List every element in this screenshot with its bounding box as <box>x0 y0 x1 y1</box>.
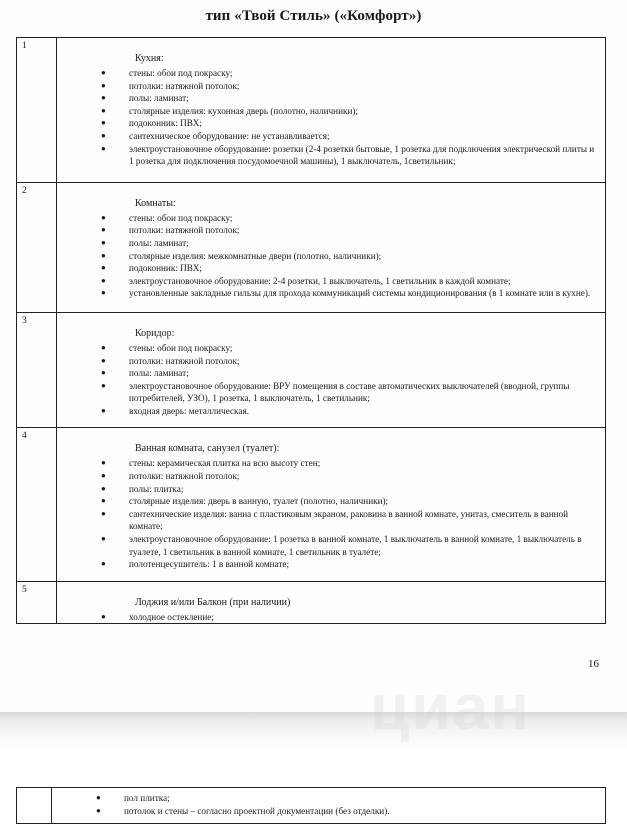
list-item-text: сантехнические изделия: ванна с пластиковым экраном, раковина в ванной комнате, унитаз, смеситель в ванной комнате; <box>129 508 569 532</box>
list-item <box>52 792 599 805</box>
bullet-icon: ● <box>101 68 106 77</box>
list-item-text: установленные закладные гильзы для прохода коммуникаций системы кондиционирования (в 1 комнате или в кухне). <box>129 288 591 299</box>
bullet-icon: ● <box>101 534 106 544</box>
bullet-icon: ● <box>101 342 106 352</box>
bullet-icon: ● <box>101 508 106 518</box>
list-item <box>57 143 599 168</box>
list-item <box>57 457 599 470</box>
list-item <box>57 250 599 263</box>
list-item-text: подоконник: ПВХ; <box>129 263 202 274</box>
section-row <box>17 38 606 183</box>
list-item <box>57 80 599 93</box>
list-item <box>57 287 599 300</box>
list-item <box>57 342 599 355</box>
section-number: 1 <box>17 38 57 183</box>
section-heading: Кухня: <box>135 53 164 64</box>
list-item-text: электроустановочное оборудование: розетки (2-4 розетки бытовые, 1 розетка для подключения электрической плиты и 1 розетка для подключения посудомоечной машины), 1 выключатель, 1светильник; <box>129 143 595 167</box>
continuation-row <box>17 788 606 824</box>
section-number: 4 <box>17 428 57 581</box>
bullet-icon: ● <box>101 496 106 506</box>
list-item <box>57 611 599 624</box>
list-item-text: потолки: натяжной потолок; <box>129 225 240 236</box>
list-item-text: стены: керамическая плитка на всю высоту стен; <box>129 458 321 469</box>
list-item-text: полы: ламинат; <box>129 93 189 104</box>
list-item-text: сантехническое оборудование: не устанавливается; <box>129 130 330 141</box>
page-number: 16 <box>588 658 599 670</box>
list-item-text: стены: обои под покраску; <box>129 68 233 78</box>
list-item <box>57 495 599 508</box>
list-item <box>57 237 599 250</box>
list-item-text: стены: обои под покраску; <box>129 342 233 353</box>
list-item-text: потолки: натяжной потолок; <box>129 355 240 366</box>
section-row <box>17 312 606 428</box>
section-heading: Лоджия и/или Балкон (при наличии) <box>135 596 291 608</box>
list-item <box>57 470 599 483</box>
bullet-icon: ● <box>101 368 106 378</box>
list-item <box>57 224 599 237</box>
list-item-text: столярные изделия: дверь в ванную, туалет (полотно, наличники); <box>129 496 389 507</box>
list-item-text: полы: ламинат; <box>129 368 189 379</box>
list-item-text: столярные изделия: межкомнатные двери (полотно, наличники); <box>129 250 382 261</box>
list-item <box>57 558 599 571</box>
list-item <box>57 508 599 533</box>
bullet-icon: ● <box>101 483 106 493</box>
list-item-text: полы: плитка; <box>129 483 184 494</box>
section-content <box>57 312 606 428</box>
list-item <box>57 275 599 288</box>
section-number: 3 <box>17 312 57 428</box>
section-content <box>57 581 606 624</box>
item-list <box>57 611 605 624</box>
section-number: 2 <box>17 182 57 312</box>
list-item-text: полотенцесушитель: 1 в ванной комнате; <box>129 559 290 570</box>
bullet-icon: ● <box>101 118 106 128</box>
list-item <box>57 130 599 143</box>
list-item-text: полы: ламинат; <box>129 237 189 248</box>
list-item <box>57 533 599 558</box>
list-item-text: подоконник: ПВХ; <box>129 118 202 129</box>
bullet-icon: ● <box>101 380 106 390</box>
page-gap <box>0 712 627 784</box>
bullet-icon: ● <box>101 405 106 415</box>
list-item-text: электроустановочное оборудование: 2-4 розетки, 1 выключатель, 1 светильник в каждой комнате; <box>129 275 511 286</box>
section-heading: Коридор: <box>135 327 175 339</box>
list-item-text: потолки: натяжной потолок; <box>129 80 240 91</box>
list-item <box>57 380 599 405</box>
list-item-text: электроустановочное оборудование: ВРУ помещения в составе автоматических выключателей (вводной, группы потребителей, УЗО), 1 розетка, 1 выключатель, 1 светильник; <box>129 380 570 404</box>
row-content-cell <box>52 788 606 824</box>
list-item-text: столярные изделия: кухонная дверь (полотно, наличники); <box>129 105 358 116</box>
bullet-icon: ● <box>96 793 101 802</box>
bullet-icon: ● <box>101 225 106 235</box>
bullet-icon: ● <box>101 263 106 273</box>
list-item <box>57 355 599 368</box>
bullet-icon: ● <box>101 355 106 365</box>
item-list <box>57 212 605 300</box>
bullet-icon: ● <box>101 458 106 468</box>
list-item-text: холодное остекление; <box>129 611 214 622</box>
row-number-cell <box>17 788 52 824</box>
item-list <box>57 67 605 168</box>
bullet-icon: ● <box>101 559 106 569</box>
list-item-text: входная дверь: металлическая. <box>129 405 249 416</box>
spec-table <box>16 37 606 624</box>
bullet-icon: ● <box>101 237 106 247</box>
bullet-icon: ● <box>101 611 106 621</box>
bullet-icon: ● <box>101 275 106 285</box>
section-row <box>17 428 606 581</box>
bullet-icon: ● <box>96 805 101 815</box>
list-item-text: пол плитка; <box>124 793 170 803</box>
section-content <box>57 182 606 312</box>
bullet-icon: ● <box>101 80 106 90</box>
list-item-text: потолок и стены – согласно проектной документации (без отделки). <box>124 805 390 816</box>
list-item <box>57 483 599 496</box>
section-content <box>57 428 606 581</box>
item-list <box>52 792 605 817</box>
list-item-text: потолки: натяжной потолок; <box>129 471 240 482</box>
watermark-logo: циан <box>370 671 531 743</box>
item-list <box>57 342 605 418</box>
list-item <box>57 405 599 418</box>
bullet-icon: ● <box>101 143 106 153</box>
list-item <box>57 92 599 105</box>
item-list <box>57 457 605 570</box>
section-content <box>57 38 606 183</box>
section-heading: Ванная комната, санузел (туалет): <box>135 443 280 455</box>
list-item <box>57 105 599 118</box>
bullet-icon: ● <box>101 212 106 222</box>
continuation-table <box>16 787 606 824</box>
section-row <box>17 581 606 624</box>
section-heading: Комнаты: <box>135 197 176 209</box>
list-item <box>57 212 599 225</box>
bullet-icon: ● <box>101 288 106 298</box>
document-title: тип «Твой Стиль» («Комфорт») <box>205 8 422 24</box>
bullet-icon: ● <box>101 93 106 103</box>
list-item-text: стены: обои под покраску; <box>129 212 233 223</box>
section-row <box>17 182 606 312</box>
list-item <box>57 262 599 275</box>
list-item <box>57 117 599 130</box>
list-item <box>57 367 599 380</box>
list-item <box>57 67 599 80</box>
bullet-icon: ● <box>101 250 106 260</box>
bullet-icon: ● <box>101 130 106 140</box>
bullet-icon: ● <box>101 471 106 481</box>
section-number: 5 <box>17 581 57 624</box>
list-item-text: электроустановочное оборудование: 1 розетка в ванной комнате, 1 выключатель в ванной комнате, 1 выключатель в туалете, 1 светильник в ванной комнате, 1 светильник в туалете; <box>129 534 582 557</box>
list-item <box>52 805 599 818</box>
bullet-icon: ● <box>101 105 106 115</box>
